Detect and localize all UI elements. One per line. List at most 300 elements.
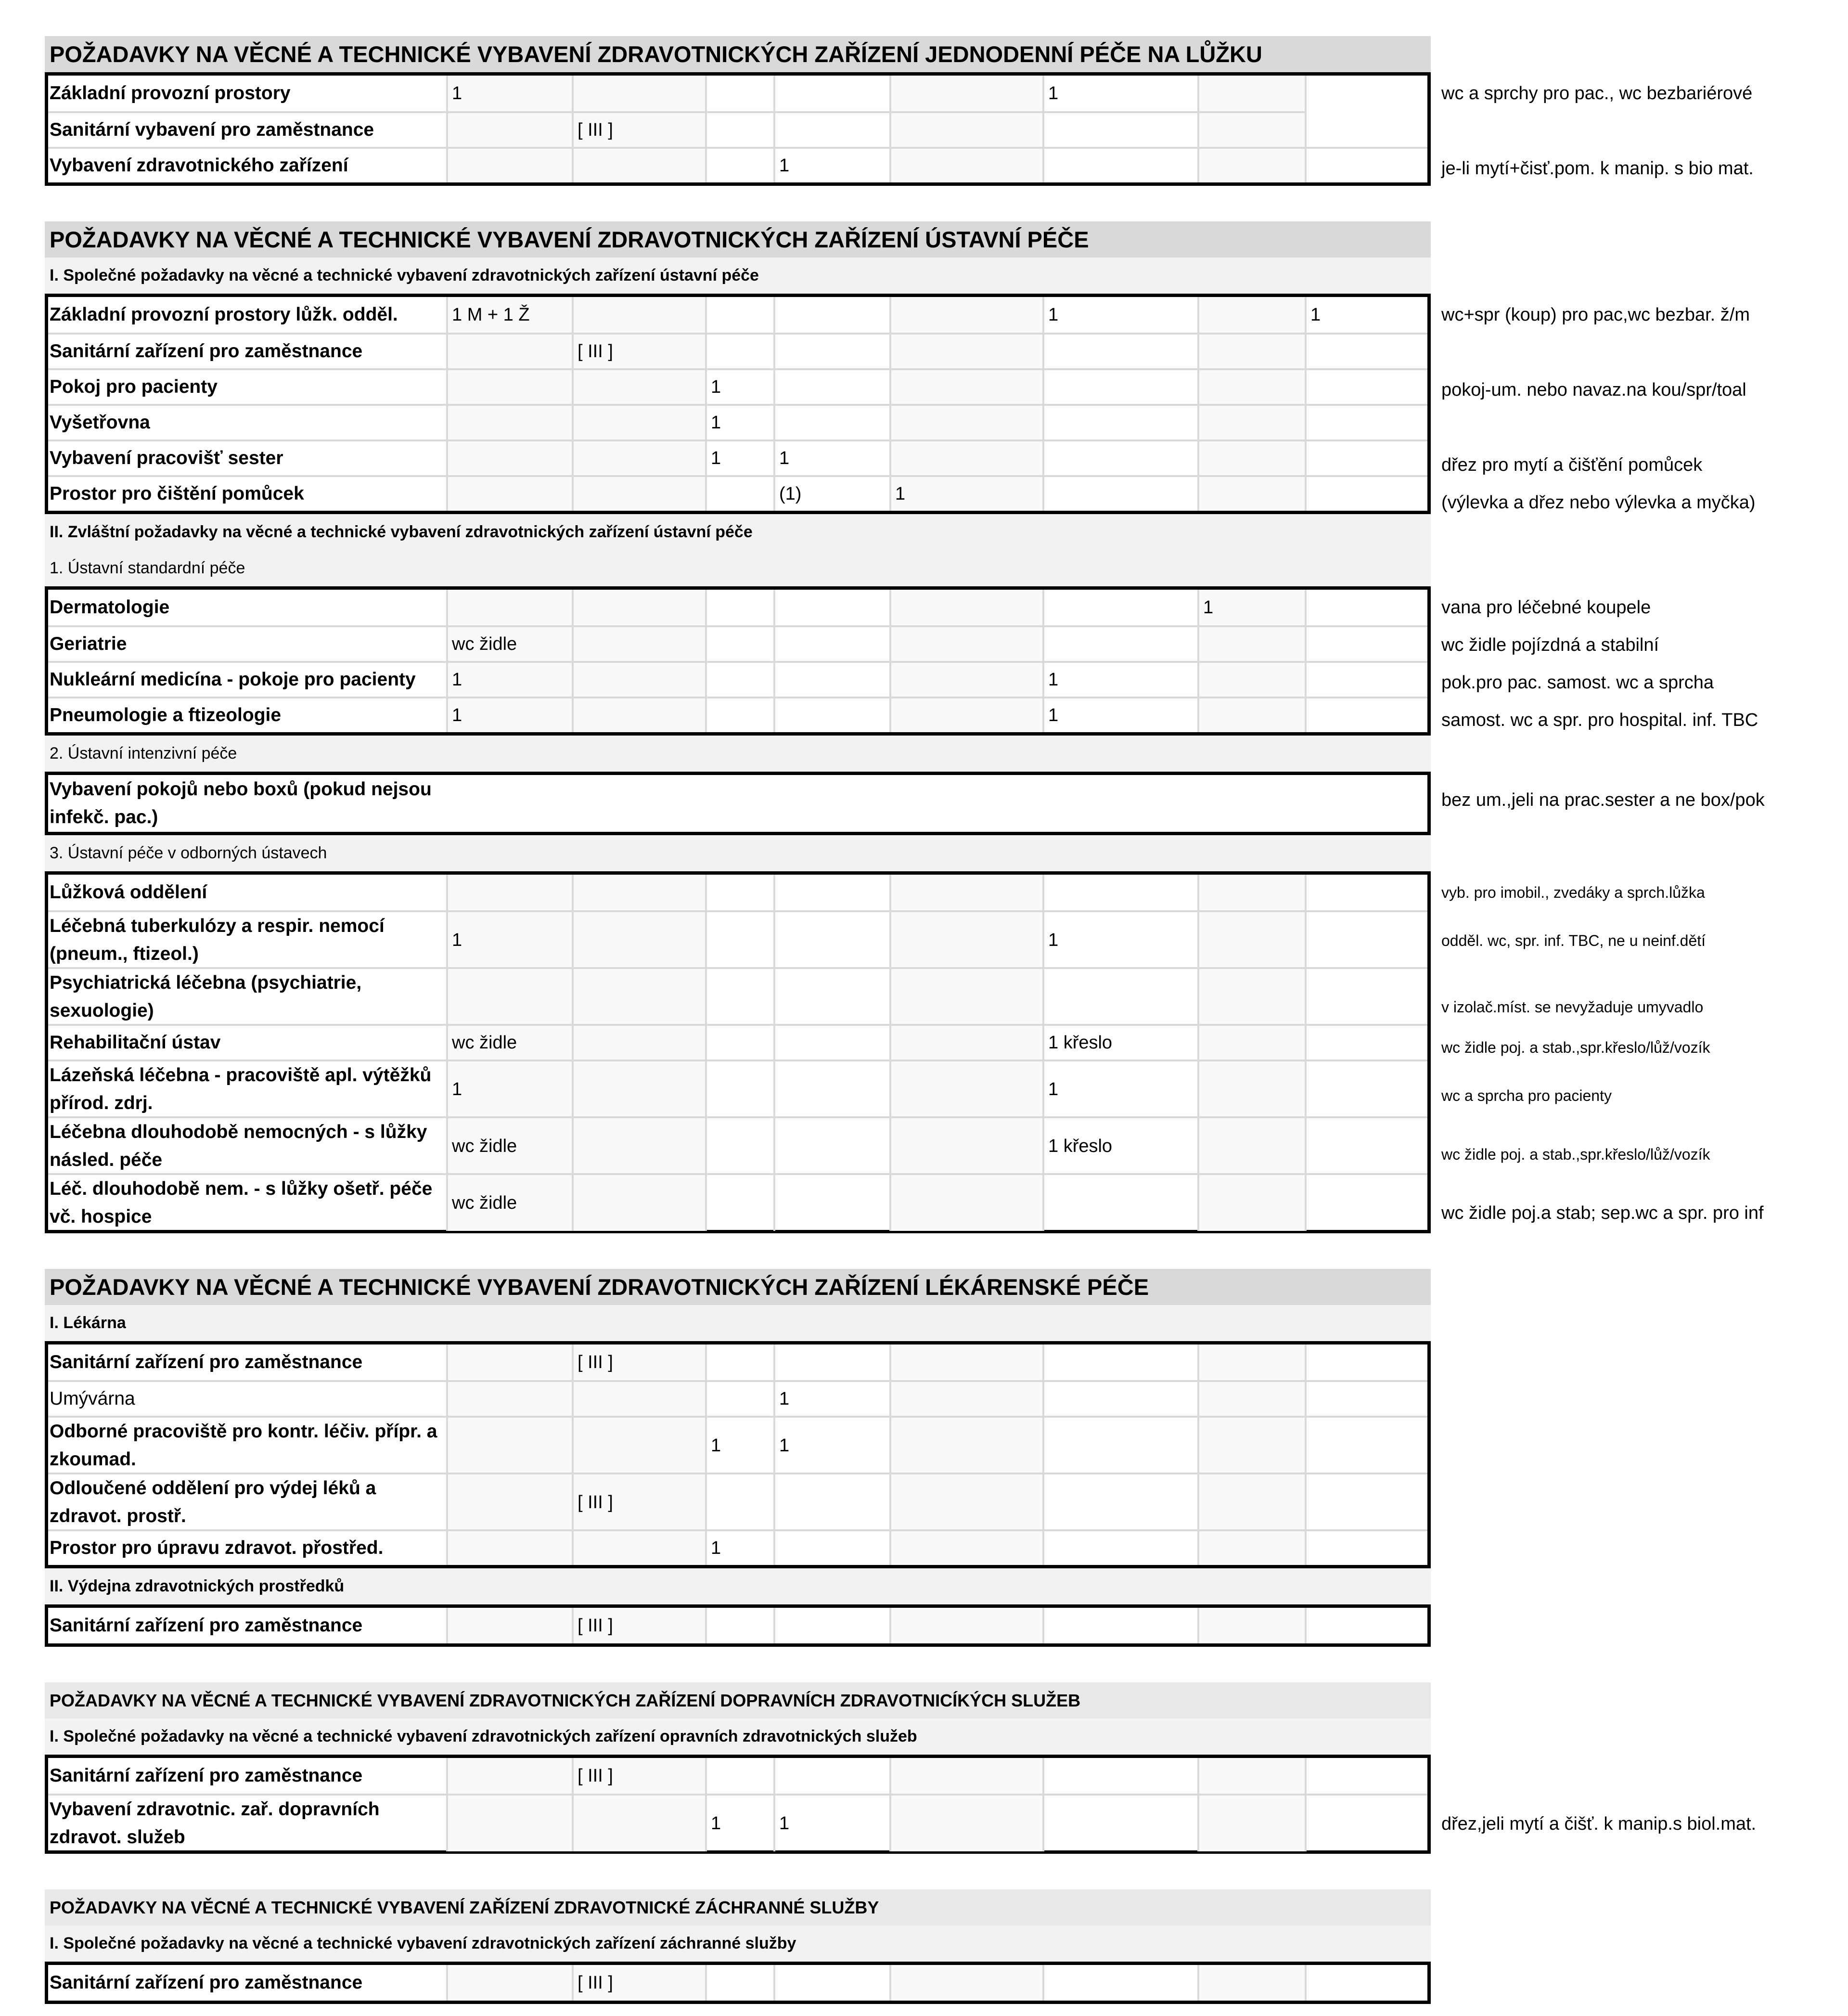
cell [1042,1758,1197,1794]
cell [1042,335,1197,368]
cell [773,912,889,968]
cell [1305,698,1427,732]
cell [1042,590,1197,625]
row-label: Vybavení zdravotnic. zař. dopravních zdravot. služeb [50,1799,380,1848]
row-label: Pokoj pro pacienty [50,376,218,397]
cell: 1 [1042,76,1197,111]
cell [1197,149,1305,182]
cell [572,297,705,333]
cell [1305,1026,1427,1060]
cell [889,1061,1042,1117]
row-label: Odloučené oddělení pro výdej léků a zdravot. prostř. [50,1478,376,1526]
row-note: je-li mytí+čisť.pom. k manip. s bio mat. [1441,158,1754,179]
cell [572,1061,705,1117]
cell [1197,912,1305,968]
section-pharmacy-care [45,1269,1431,1647]
cell [1197,1344,1305,1380]
cell [889,1796,1042,1851]
cell [1197,335,1305,368]
cell: 1 [1197,590,1305,625]
cell [1197,406,1305,439]
cell [889,1175,1042,1231]
row-note: (výlevka a dřez nebo výlevka a myčka) [1441,492,1756,513]
row-note: wc židle poj.a stab; sep.wc a spr. pro inf [1441,1202,1764,1223]
table-row [48,1380,1427,1416]
table-row [48,875,1427,910]
section-one-day-care [45,36,1754,186]
cell [1305,1965,1427,2001]
cell: wc židle [446,1118,572,1174]
row-label: Umývárna [50,1388,135,1409]
row-label: Vybavení zdravotnického zařízení [50,155,348,176]
cell [889,875,1042,910]
cell [889,441,1042,475]
cell: 1 M + 1 Ž [446,297,572,333]
cell [1305,875,1427,910]
cell [1042,1418,1197,1473]
merged-cell-cover [1307,111,1427,113]
cell [572,76,705,111]
cell: 1 [1042,1061,1197,1117]
group-heading: I. Společné požadavky na věcné a technické vybavení zdravotnických zařízení záchranné služby [45,1926,1431,1962]
requirements-table [45,1341,1431,1568]
group-subheading: 1. Ústavní standardní péče [45,550,1431,586]
cell [446,113,572,147]
section-medical-transport [45,1682,1757,1854]
cell [705,113,773,147]
cell [705,1026,773,1060]
cell [1197,1608,1305,1643]
cell [572,969,705,1025]
cell: 1 [1305,297,1427,333]
cell [889,1758,1042,1794]
cell: 1 [1042,698,1197,732]
cell: [ III ] [572,1344,705,1380]
cell: 1 křeslo [1042,1118,1197,1174]
cell [705,1965,773,2001]
section-inpatient-care [45,221,1765,1233]
cell [705,912,773,968]
section-emergency-service [45,1889,1431,2004]
cell: 1 [773,1382,889,1416]
table-row [48,661,1427,697]
cell: 1 [889,477,1042,511]
cell: [ III ] [572,113,705,147]
cell [1197,113,1305,147]
requirements-table [45,1755,1757,1854]
merged-cell-cover [1307,370,1427,372]
cell [1305,149,1427,182]
row-label: Sanitární zařízení pro zaměstnance [50,1352,363,1372]
cell: 1 [705,370,773,404]
cell: 1 [773,1796,889,1851]
cell [773,370,889,404]
section-title: POŽADAVKY NA VĚCNÉ A TECHNICKÉ VYBAVENÍ ZDRAVOTNICKÝCH ZAŘÍZENÍ JEDNODENNÍ PÉČE NA LŮŽKU [45,36,1431,72]
cell [705,1118,773,1174]
cell: 1 [446,912,572,968]
cell: 1 [446,698,572,732]
cell [773,698,889,732]
cell [446,1418,572,1473]
cell [1305,590,1427,625]
cell [1042,370,1197,404]
row-note: wc a sprchy pro pac., wc bezbariérové [1441,83,1753,103]
cell [572,590,705,625]
cell: [ III ] [572,1474,705,1530]
cell [705,1061,773,1117]
cell [889,1418,1042,1473]
table-row [48,910,1427,967]
row-label: Psychiatrická léčebna (psychiatrie, sexuologie) [50,972,362,1021]
row-label: Rehabilitační ústav [50,1032,221,1053]
cell [773,1965,889,2001]
cell [1197,1382,1305,1416]
row-label: Lázeňská léčebna - pracoviště apl. výtěžků přírod. zdrj. [50,1065,432,1113]
cell [1197,1026,1305,1060]
cell [572,370,705,404]
cell [889,969,1042,1025]
row-note: bez um.,jeli na prac.sester a ne box/pok [1441,789,1765,810]
cell [889,1474,1042,1530]
cell [1042,1344,1197,1380]
cell [1197,76,1305,111]
row-note: pokoj-um. nebo navaz.na kou/spr/toal [1441,379,1746,400]
cell [705,297,773,333]
cell [572,1796,705,1851]
group-heading: II. Výdejna zdravotnických prostředků [45,1568,1431,1604]
cell [773,76,889,111]
table-row [48,1116,1427,1173]
cell [446,1531,572,1565]
cell [773,1175,889,1231]
cell [1197,1061,1305,1117]
cell [1042,477,1197,511]
cell [1305,76,1427,111]
row-label: Nukleární medicína - pokoje pro pacienty [50,669,416,690]
cell [572,1118,705,1174]
cell [705,477,773,511]
cell [889,149,1042,182]
cell [1305,406,1427,439]
cell [1042,1382,1197,1416]
cell [446,1382,572,1416]
row-label: Základní provozní prostory lůžk. odděl. [50,304,398,325]
cell [889,406,1042,439]
requirements-table [45,72,1754,186]
cell [446,477,572,511]
cell [446,149,572,182]
row-note: vana pro léčebné koupele [1441,597,1651,618]
cell [1042,1608,1197,1643]
row-note: wc a sprcha pro pacienty [1441,1086,1612,1104]
cell [889,370,1042,404]
group-heading: I. Lékárna [45,1305,1431,1341]
table-row [48,590,1427,625]
row-label: Dermatologie [50,597,170,618]
group-subheading: 2. Ústavní intenzivní péče [45,736,1431,772]
row-note: wc židle poj. a stab.,spr.křeslo/lůž/vozík [1441,1038,1710,1056]
cell [889,297,1042,333]
cell [572,1418,705,1473]
requirements-table [45,772,1765,835]
cell [572,663,705,697]
table-row [48,404,1427,439]
table-row [48,1024,1427,1060]
cell: (1) [773,477,889,511]
row-note: wc židle pojízdná a stabilní [1441,634,1659,655]
cell [889,1608,1042,1643]
cell [889,698,1042,732]
cell [1042,441,1197,475]
cell [572,1531,705,1565]
cell: 1 [705,1531,773,1565]
cell [773,1026,889,1060]
row-label: Sanitární zařízení pro zaměstnance [50,341,363,362]
cell [1197,1474,1305,1530]
row-label: Sanitární zařízení pro zaměstnance [50,1765,363,1786]
cell [1197,1118,1305,1174]
cell [1305,1608,1427,1643]
cell [572,1382,705,1416]
cell [773,297,889,333]
cell [773,969,889,1025]
merged-cell [446,775,1427,832]
cell [1197,663,1305,697]
cell [889,1531,1042,1565]
cell [1305,441,1427,475]
cell [773,1474,889,1530]
cell [889,1026,1042,1060]
table-row [48,297,1427,333]
cell [1042,969,1197,1025]
row-note: samost. wc a spr. pro hospital. inf. TBC [1441,710,1758,730]
table-row [48,1344,1427,1380]
cell [446,1758,572,1794]
cell [705,1758,773,1794]
cell [1197,297,1305,333]
row-note: v izolač.míst. se nevyžaduje umyvadlo [1441,998,1704,1016]
cell [1042,627,1197,661]
cell [446,370,572,404]
row-label: Prostor pro čištění pomůcek [50,483,304,504]
cell [572,149,705,182]
table-row [48,1529,1427,1565]
cell [705,1344,773,1380]
cell [705,335,773,368]
cell [1305,370,1427,404]
cell [705,590,773,625]
cell [1197,1796,1305,1851]
row-note: dřez,jeli mytí a čišť. k manip.s biol.mat. [1441,1813,1757,1834]
cell: 1 křeslo [1042,1026,1197,1060]
cell [773,1531,889,1565]
table-row [48,475,1427,511]
cell: 1 [773,1418,889,1473]
cell: 1 [773,441,889,475]
cell [1197,1965,1305,2001]
cell [1305,969,1427,1025]
cell [1305,1061,1427,1117]
cell [1305,1175,1427,1231]
table-row [48,1608,1427,1643]
table-row [48,368,1427,404]
cell [572,1175,705,1231]
cell [446,1608,572,1643]
cell [446,875,572,910]
cell [446,441,572,475]
cell [572,627,705,661]
cell [773,875,889,910]
cell [1305,1474,1427,1530]
cell: 1 [705,1796,773,1851]
cell [1197,1175,1305,1231]
cell [889,1965,1042,2001]
cell [773,1061,889,1117]
cell [572,406,705,439]
merged-cell-cover [1307,1200,1427,1202]
row-note: wc židle poj. a stab.,spr.křeslo/lůž/vozík [1441,1145,1710,1163]
cell: wc židle [446,1175,572,1231]
cell [1197,1531,1305,1565]
table-row [48,111,1427,147]
section-title: POŽADAVKY NA VĚCNÉ A TECHNICKÉ VYBAVENÍ ZDRAVOTNICKÝCH ZAŘÍZENÍ LÉKÁRENSKÉ PÉČE [45,1269,1431,1305]
cell [889,590,1042,625]
cell: 1 [1042,912,1197,968]
cell [705,149,773,182]
cell: wc židle [446,627,572,661]
cell [889,912,1042,968]
cell [705,875,773,910]
section-title: POŽADAVKY NA VĚCNÉ A TECHNICKÉ VYBAVENÍ ZDRAVOTNICKÝCH ZAŘÍZENÍ ÚSTAVNÍ PÉČE [45,221,1431,258]
cell [1305,335,1427,368]
cell [1305,1382,1427,1416]
cell [889,76,1042,111]
table-row [48,439,1427,475]
cell [1197,1418,1305,1473]
cell: wc židle [446,1026,572,1060]
cell: 1 [705,406,773,439]
row-label: Základní provozní prostory [50,83,291,103]
table-row [48,967,1427,1024]
cell [705,1474,773,1530]
row-label: Vybavení pokojů nebo boxů (pokud nejsou infekč. pac.) [50,779,432,827]
cell [1197,698,1305,732]
table-row [48,697,1427,732]
cell [773,335,889,368]
cell [705,627,773,661]
cell: [ III ] [572,1608,705,1643]
cell [446,1965,572,2001]
cell [773,590,889,625]
cell [572,912,705,968]
cell [889,1118,1042,1174]
row-label: Lůžková oddělení [50,882,207,903]
cell [1042,1474,1197,1530]
group-heading: II. Zvláštní požadavky na věcné a technické vybavení zdravotnických zařízení ústavní péče [45,514,1431,550]
cell: [ III ] [572,1758,705,1794]
cell [773,663,889,697]
cell [773,1344,889,1380]
cell [446,969,572,1025]
cell [1305,477,1427,511]
row-label: Léčebná tuberkulózy a respir. nemocí (pneum., ftizeol.) [50,916,385,964]
document-page [45,36,1848,2004]
cell: [ III ] [572,335,705,368]
table-row [48,1173,1427,1230]
cell [773,1118,889,1174]
table-row [48,1416,1427,1473]
cell [889,627,1042,661]
cell [446,335,572,368]
cell [1197,1758,1305,1794]
cell: 1 [1042,663,1197,697]
cell [1305,113,1427,147]
cell [572,477,705,511]
cell [1197,477,1305,511]
cell [773,406,889,439]
merged-cell-cover [1307,663,1427,665]
cell [889,1344,1042,1380]
cell [1305,1118,1427,1174]
cell: 1 [446,1061,572,1117]
cell [572,441,705,475]
cell: 1 [705,441,773,475]
cell: [ III ] [572,1965,705,2001]
cell: 1 [1042,297,1197,333]
table-row [48,1794,1427,1850]
requirements-table [45,1604,1431,1647]
row-label: Pneumologie a ftizeologie [50,705,282,725]
cell [1305,1344,1427,1380]
cell [1305,663,1427,697]
table-row [48,333,1427,368]
row-note: odděl. wc, spr. inf. TBC, ne u neinf.dětí [1441,931,1706,949]
cell [889,1382,1042,1416]
cell [1042,406,1197,439]
cell [705,698,773,732]
cell [705,76,773,111]
cell [1305,912,1427,968]
row-label: Geriatrie [50,633,127,654]
table-row [48,1060,1427,1116]
row-label: Léč. dlouhodobě nem. - s lůžky ošetř. péče vč. hospice [50,1178,433,1227]
merged-cell-cover [1307,483,1427,485]
row-label: Vyšetřovna [50,412,150,433]
group-heading: I. Společné požadavky na věcné a technické vybavení zdravotnických zařízení opravních zdravotnických služeb [45,1719,1431,1755]
section-title: POŽADAVKY NA VĚCNÉ A TECHNICKÉ VYBAVENÍ ZDRAVOTNICKÝCH ZAŘÍZENÍ DOPRAVNÍCH ZDRAVOTNICÍKÝCH SLUŽEB [45,1682,1431,1719]
cell [705,1608,773,1643]
table-row [48,775,1427,832]
cell [572,875,705,910]
cell [1042,875,1197,910]
cell [1042,1796,1197,1851]
cell [1042,1965,1197,2001]
cell [1042,149,1197,182]
cell [1042,113,1197,147]
cell [1305,627,1427,661]
cell [1305,1758,1427,1794]
cell [773,1608,889,1643]
cell [889,335,1042,368]
merged-cell-cover [1307,1476,1427,1478]
table-row [48,1965,1427,2001]
cell [705,663,773,697]
row-note: pok.pro pac. samost. wc a sprcha [1441,672,1714,693]
group-heading: I. Společné požadavky na věcné a technické vybavení zdravotnických zařízení ústavní péče [45,258,1431,294]
requirements-table [45,871,1764,1233]
cell [446,1796,572,1851]
row-note: wc+spr (koup) pro pac,wc bezbar. ž/m [1441,304,1750,325]
